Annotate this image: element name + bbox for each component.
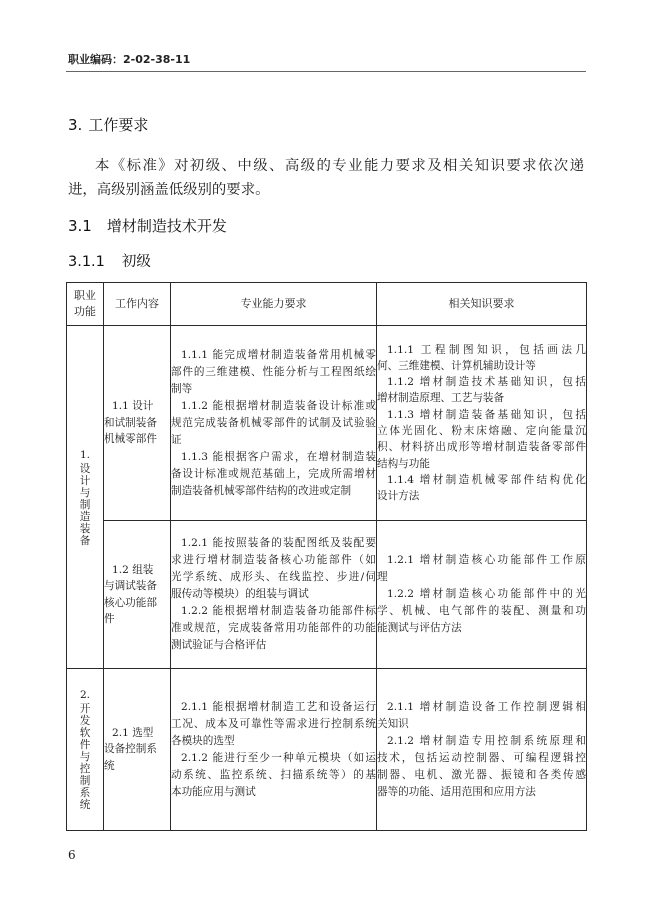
knowledge-line: 立体光固化、粉末床熔融、定向能量沉 (377, 425, 586, 437)
skill-item (171, 449, 376, 500)
knowledge-cell (377, 669, 587, 831)
header-rule (66, 71, 586, 72)
knowledge-line: 能测试与评估方法 (377, 622, 462, 634)
content-line: 1.1 设计 (112, 400, 154, 413)
knowledge-line: 何、三维建模、计算机辅助设计等 (377, 359, 536, 372)
skill-line: 服传动等模块）的组装与调试 (171, 588, 309, 600)
skill-line: 1.2.1 能按照装备的装配图纸及装配要 (181, 537, 376, 549)
function-number: 2. (79, 689, 91, 701)
page-number: 6 (68, 848, 76, 862)
knowledge-item (377, 552, 586, 586)
skill-line: 本功能应用与测试 (171, 785, 256, 798)
table-row (67, 521, 587, 669)
skill-line: 2.1.2 能进行至少一种单元模块（如运 (181, 751, 376, 764)
occupation-code: 职业编码：2-02-38-11 (68, 53, 191, 66)
function-label (67, 448, 103, 547)
intro-line: 本《标准》对初级、中级、高级的专业能力要求及相关知识要求依次递 (95, 158, 584, 174)
skill-line: 1.1.2 能根据增材制造装备设计标准或 (181, 399, 376, 412)
skill-line: 求进行增材制造装备核心功能部件（如 (171, 554, 376, 566)
level-number: 3.1.1 (68, 254, 105, 270)
content-line: 和试制装备 (104, 416, 157, 429)
header-skills: 专业能力要求 (171, 283, 377, 326)
skill-line: 1.1.1 能完成增材制造装备常用机械零 (181, 348, 376, 361)
intro-line: 进，高级别涵盖低级别的要求。 (68, 182, 270, 198)
function-number: 1. (79, 448, 91, 461)
content-cell (104, 669, 171, 831)
header-content: 工作内容 (104, 283, 171, 326)
content-line: 1.2 组装 (112, 563, 154, 576)
content-line: 统 (104, 759, 115, 772)
skill-line: 备设计标准或规范基础上，完成所需增材 (171, 467, 376, 480)
section-title: 工作要求 (88, 116, 149, 134)
function-cell (67, 326, 104, 669)
function-cell (67, 669, 104, 831)
skill-line: 2.1.1 能根据增材制造工艺和设备运行 (181, 700, 376, 713)
knowledge-line: 制器、电机、激光器、振镜和各类传感 (377, 768, 586, 781)
skill-line: 准或规范，完成装备常用功能部件的功能 (171, 622, 376, 634)
header-line: 职业 (74, 289, 96, 302)
content-line: 核心功能部 (104, 596, 157, 609)
knowledge-item (377, 407, 586, 472)
skill-line: 工况、成本及可靠性等需求进行控制系统 (171, 717, 376, 730)
content-cell (104, 521, 171, 669)
skills-cell (171, 669, 377, 831)
content-line: 机械零部件 (104, 433, 157, 446)
skill-line: 规范完成装备机械零部件的试制及试验验 (171, 416, 376, 429)
knowledge-line: 积、材料挤出成形等增材制造装备零部件 (377, 441, 586, 454)
skill-line: 制造装备机械零部件结构的改进或定制 (171, 484, 352, 497)
section-number: 3. (68, 116, 83, 134)
function-label (67, 688, 103, 811)
skill-line: 证 (171, 433, 182, 446)
content-line: 件 (104, 613, 115, 625)
content-cell (104, 326, 171, 521)
knowledge-line: 器等的功能、适用范围和应用方法 (377, 785, 536, 798)
requirements-table (66, 282, 587, 831)
knowledge-cell (377, 326, 587, 521)
subsection-title: 增材制造技术开发 (106, 217, 227, 235)
skills-cell (171, 521, 377, 669)
skill-item (171, 603, 376, 654)
knowledge-item (377, 342, 586, 375)
skill-item (171, 699, 376, 750)
knowledge-line: 1.1.1 工程制图知识，包括画法几 (387, 343, 586, 356)
skill-line: 动系统、监控系统、扫描系统等）的基 (171, 768, 376, 781)
knowledge-line: 结构与功能 (377, 457, 430, 470)
table-row (67, 326, 587, 521)
skills-cell (171, 326, 377, 521)
skill-line: 部件的三维建模、性能分析与工程图纸绘 (171, 365, 376, 378)
knowledge-cell (377, 521, 587, 669)
knowledge-line: 2.1.2 增材制造专用控制系统原理和 (387, 734, 586, 747)
level-title: 初级 (121, 254, 151, 270)
header-knowledge: 相关知识要求 (377, 283, 587, 326)
knowledge-line: 1.1.3 增材制造装备基础知识，包括 (387, 408, 586, 421)
content-line: 设备控制系 (104, 743, 157, 756)
table-row (67, 669, 587, 831)
knowledge-line: 关知识 (377, 717, 409, 730)
knowledge-line: 2.1.1 增材制造设备工作控制逻辑相 (387, 700, 586, 713)
knowledge-item (377, 733, 586, 801)
skill-line: 测试验证与合格评估 (171, 639, 267, 651)
skill-line: 光学系统、成形头、在线监控、步进/伺 (171, 571, 376, 583)
section-heading (68, 115, 148, 135)
content-line: 2.1 选型 (112, 726, 154, 739)
header-function (67, 283, 104, 326)
header-line: 功能 (74, 305, 96, 318)
knowledge-line: 1.1.2 增材制造技术基础知识，包括 (387, 376, 586, 389)
knowledge-line: 1.1.4 增材制造机械零部件结构优化 (387, 473, 586, 486)
content-line: 与调试装备 (104, 580, 157, 592)
level-heading (68, 252, 151, 272)
knowledge-line: 技术，包括运动控制器、可编程逻辑控 (377, 751, 586, 764)
skill-item (171, 398, 376, 449)
subsection-heading (68, 216, 227, 236)
knowledge-line: 设计方法 (377, 490, 420, 503)
table-header-row (67, 283, 587, 326)
function-name: 设计与制造装备 (79, 462, 91, 547)
skill-line: 各模块的选型 (171, 734, 235, 747)
knowledge-item (377, 374, 586, 407)
skill-line: 1.1.3 能根据客户需求，在增材制造装 (181, 450, 376, 463)
intro-paragraph (68, 154, 584, 202)
skill-line: 1.2.2 能根据增材制造装备功能部件标 (181, 605, 376, 617)
knowledge-line: 理 (377, 571, 388, 583)
skill-item (171, 347, 376, 398)
knowledge-item (377, 699, 586, 733)
knowledge-line: 学、机械、电气部件的装配、测量和功 (377, 605, 586, 617)
skill-line: 制等 (171, 382, 193, 395)
knowledge-line: 增材制造原理、工艺与装备 (377, 392, 505, 405)
knowledge-item (377, 586, 586, 637)
function-name: 开发软件与控制系统 (79, 703, 91, 811)
skill-item (171, 750, 376, 801)
knowledge-item (377, 472, 586, 505)
skill-item (171, 535, 376, 603)
running-header (68, 52, 190, 68)
knowledge-line: 1.2.2 增材制造核心功能部件中的光 (387, 588, 586, 600)
knowledge-line: 1.2.1 增材制造核心功能部件工作原 (387, 554, 586, 566)
subsection-number: 3.1 (68, 217, 92, 235)
